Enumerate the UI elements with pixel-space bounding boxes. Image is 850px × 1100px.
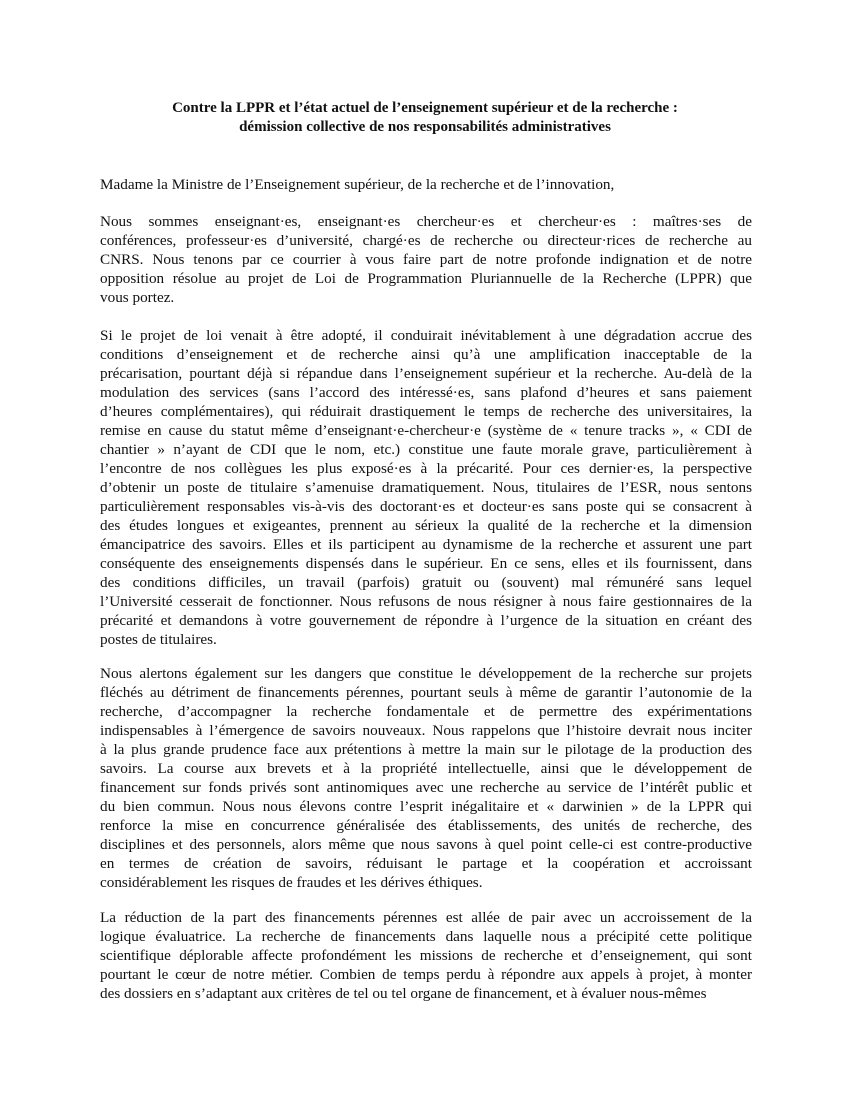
salutation: Madame la Ministre de l’Enseignement supérieur, de la recherche et de l’innovation,: [100, 176, 615, 193]
paragraph-line: renforce la mise en concurrence généralisée des établissements, des unités de recherche, des: [100, 817, 752, 834]
paragraph-line: opposition résolue au projet de Loi de Programmation Pluriannuelle de la Recherche (LPPR) que: [100, 270, 752, 287]
paragraph-line: disciplines et des personnels, alors même que nous savons à quel point celle-ci est contre-productive: [100, 836, 752, 853]
paragraph-line: remise en cause du statut même d’enseignant·e-chercheur·e (système de « tenure tracks », « CDI de: [100, 422, 752, 439]
paragraph-1: [100, 212, 752, 307]
paragraph-line: précarisation, pourtant déjà si répandue dans l’enseignement supérieur et la recherche. Au-delà de la: [100, 365, 752, 382]
paragraph-line: d’heures complémentaires), qui réduirait drastiquement le temps de recherche des universitaires, la: [100, 403, 752, 420]
paragraph-line: des conditions difficiles, un travail (parfois) gratuit ou (souvent) mal rémunéré sans lequel: [100, 574, 752, 591]
paragraph-line: conditions d’enseignement et de recherche ainsi qu’à une amplification inacceptable de la: [100, 346, 752, 363]
paragraph-line: conséquente des enseignements dispensés dans le supérieur. En ce sens, elles et ils fournissent, dans: [100, 555, 752, 572]
paragraph-line: considérablement les risques de fraudes et les dérives éthiques.: [100, 874, 483, 891]
paragraph-line: La réduction de la part des financements pérennes est allée de pair avec un accroissement de la: [100, 909, 752, 926]
letter-title: [90, 99, 760, 137]
paragraph-line: précarité et demandons à votre gouvernement de répondre à l’urgence de la situation en créant des: [100, 612, 752, 629]
paragraph-line: pourtant le cœur de notre métier. Combien de temps perdu à répondre aux appels à projet, à monter: [100, 966, 752, 983]
paragraph-line: en termes de création de savoirs, réduisant le partage et la coopération et accroissant: [100, 855, 752, 872]
paragraph-line: du bien commun. Nous nous élevons contre l’esprit inégalitaire et « darwinien » de la LPPR qui: [100, 798, 752, 815]
paragraph-line: indispensables à l’émergence de savoirs nouveaux. Nous rappelons que l’histoire devrait nous inciter: [100, 722, 752, 739]
paragraph-3: [100, 664, 752, 892]
paragraph-line: fléchés au détriment de financements pérennes, pourtant seuls à même de garantir l’autonomie de la: [100, 684, 752, 701]
title-line: Contre la LPPR et l’état actuel de l’enseignement supérieur et de la recherche :: [172, 100, 678, 116]
paragraph-line: Nous sommes enseignant·es, enseignant·es chercheur·es et chercheur·es : maîtres·ses de: [100, 213, 752, 230]
paragraph-line: des études longues et exigeantes, prennent au sérieux la qualité de la recherche et la dimension: [100, 517, 752, 534]
paragraph-4: [100, 908, 752, 1003]
paragraph-2: [100, 326, 752, 649]
paragraph-line: CNRS. Nous tenons par ce courrier à vous faire part de notre profonde indignation et de notre: [100, 251, 752, 268]
paragraph-line: recherche, d’accompagner la recherche fondamentale et de permettre des expérimentations: [100, 703, 752, 720]
paragraph-line: vous portez.: [100, 289, 175, 306]
paragraph-line: Si le projet de loi venait à être adopté, il conduirait inévitablement à une dégradation accrue des: [100, 327, 752, 344]
paragraph-line: d’obtenir un poste de titulaire s’amenuise dramatiquement. Nous, titulaires de l’ESR, nous sentons: [100, 479, 752, 496]
paragraph-line: l’Université cesserait de fonctionner. Nous refusons de nous résigner à nous faire gestionnaires de la: [100, 593, 752, 610]
paragraph-line: conférences, professeur·es d’université, chargé·es de recherche ou directeur·rices de recherche au: [100, 232, 752, 249]
paragraph-line: particulièrement responsables vis-à-vis des doctorant·es et docteur·es sans poste qui se consacrent à: [100, 498, 752, 515]
paragraph-line: chantier » n’ayant de CDI que le nom, etc.) constitue une faute morale grave, particulièrement à: [100, 441, 752, 458]
paragraph-line: l’encontre de nos collègues les plus exposé·es à la précarité. Pour ces dernier·es, la perspective: [100, 460, 752, 477]
paragraph-line: scientifique déplorable affecte profondément les missions de recherche et d’enseignement, qui sont: [100, 947, 752, 964]
paragraph-line: des dossiers en s’adaptant aux critères de tel ou tel organe de financement, et à évaluer nous-mêmes: [100, 985, 707, 1002]
paragraph-line: modulation des services (sans l’accord des intéressé·es, sans plafond d’heures et sans paiement: [100, 384, 752, 401]
title-line: démission collective de nos responsabilités administratives: [239, 119, 611, 135]
paragraph-line: savoirs. La course aux brevets et à la propriété intellectuelle, ainsi que le développement de: [100, 760, 752, 777]
paragraph-line: financement sur fonds privés sont antinomiques avec une recherche au service de l’intérêt public et: [100, 779, 752, 796]
paragraph-line: postes de titulaires.: [100, 631, 217, 648]
paragraph-line: Nous alertons également sur les dangers que constitue le développement de la recherche sur projets: [100, 665, 752, 682]
paragraph-line: émancipatrice des savoirs. Elles et ils participent au dynamisme de la recherche et assurent une part: [100, 536, 752, 553]
paragraph-line: à la plus grande prudence face aux prétentions à mettre la main sur le pilotage de la production des: [100, 741, 752, 758]
paragraph-line: logique évaluatrice. La recherche de financements dans laquelle nous a précipité cette politique: [100, 928, 752, 945]
